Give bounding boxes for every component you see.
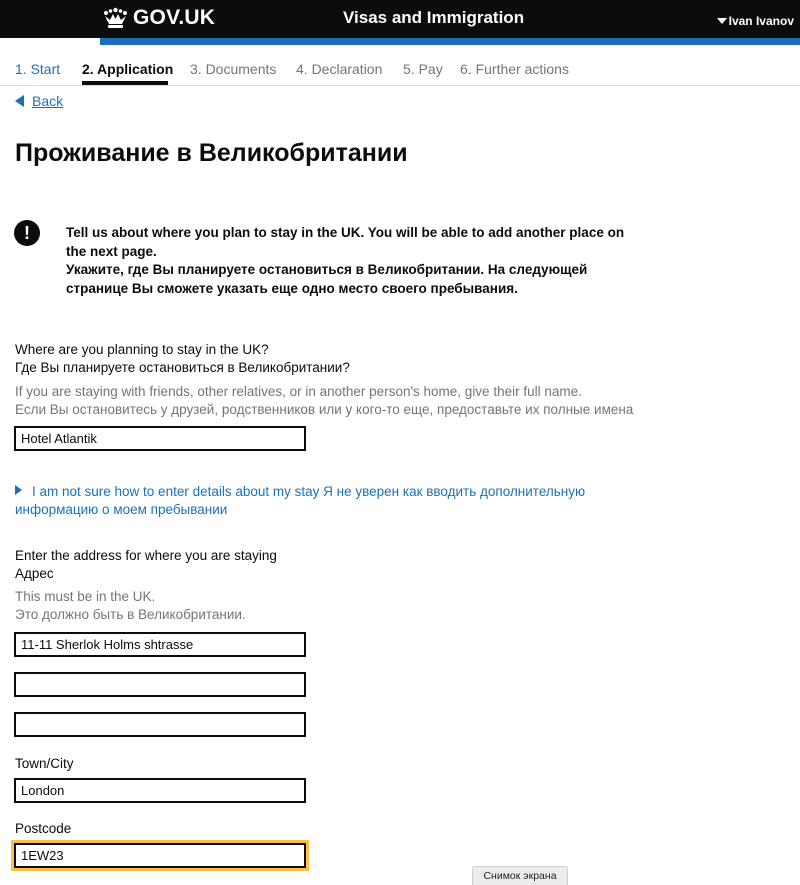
- step-application[interactable]: 2. Application: [82, 61, 174, 77]
- step-further-actions: 6. Further actions: [460, 61, 569, 77]
- place-hint-ru: Если Вы остановитесь у друзей, родственников или у кого-то еще, предоставьте их полные имена: [15, 402, 634, 417]
- step-start[interactable]: 1. Start: [15, 61, 61, 77]
- postcode-label: Postcode: [15, 821, 72, 836]
- warning-text-en: Tell us about where you plan to stay in the UK. You will be able to add another place on the next page.: [66, 225, 625, 259]
- govuk-logo[interactable]: [102, 6, 215, 30]
- town-input[interactable]: London: [14, 778, 306, 803]
- address-hint-en: This must be in the UK.: [15, 589, 156, 604]
- page-title: Проживание в Великобритании: [15, 139, 408, 167]
- step-declaration: 4. Declaration: [296, 61, 383, 77]
- place-label-en: Where are you planning to stay in the UK?: [15, 342, 269, 357]
- service-name[interactable]: Visas and Immigration: [343, 8, 525, 27]
- address-line-1-input[interactable]: 11-11 Sherlok Holms shtrasse: [14, 632, 306, 657]
- details-toggle-label: I am not sure how to enter details about my stay Я не уверен как вводить дополнительную информацию о моем пребывании: [15, 484, 586, 517]
- user-name: Ivan Ivanov: [728, 14, 794, 28]
- triangle-right-icon: [15, 485, 22, 495]
- site-header: [0, 0, 800, 38]
- current-step-indicator: [82, 81, 168, 85]
- warning-icon: !: [14, 220, 40, 246]
- details-toggle[interactable]: [15, 483, 615, 519]
- step-documents: 3. Documents: [190, 61, 277, 77]
- address-label: [15, 547, 277, 583]
- address-hint-ru: Это должно быть в Великобритании.: [15, 607, 246, 622]
- back-link[interactable]: [15, 93, 63, 109]
- screenshot-button[interactable]: Снимок экрана: [472, 866, 568, 885]
- address-label-en: Enter the address for where you are staying: [15, 548, 277, 563]
- address-line-2-input[interactable]: [14, 672, 306, 697]
- place-hint-en: If you are staying with friends, other relatives, or in another person's home, give their full name.: [15, 384, 582, 399]
- warning-text-ru: Укажите, где Вы планируете остановиться в Великобритании. На следующей странице Вы сможете указать еще одно место своего пребывания.: [66, 262, 588, 296]
- place-hint: [15, 383, 633, 419]
- user-menu[interactable]: [717, 14, 794, 28]
- back-link-label: Back: [32, 93, 64, 109]
- postcode-input[interactable]: 1EW23: [14, 843, 306, 868]
- back-arrow-icon: [15, 95, 24, 107]
- place-input[interactable]: Hotel Atlantik: [14, 426, 306, 451]
- logo-text: GOV.UK: [133, 6, 216, 29]
- crown-icon: [102, 7, 129, 29]
- place-label: [15, 341, 350, 377]
- header-accent-bar: [100, 38, 800, 45]
- place-label-ru: Где Вы планируете остановиться в Великобритании?: [15, 360, 350, 375]
- address-label-ru: Адрес: [15, 566, 54, 581]
- address-line-3-input[interactable]: [14, 712, 306, 737]
- warning-text: [66, 224, 626, 298]
- step-pay: 5. Pay: [403, 61, 443, 77]
- town-label: Town/City: [15, 756, 74, 771]
- step-navigation: [0, 46, 800, 86]
- caret-down-icon: [717, 18, 727, 24]
- address-hint: [15, 588, 246, 624]
